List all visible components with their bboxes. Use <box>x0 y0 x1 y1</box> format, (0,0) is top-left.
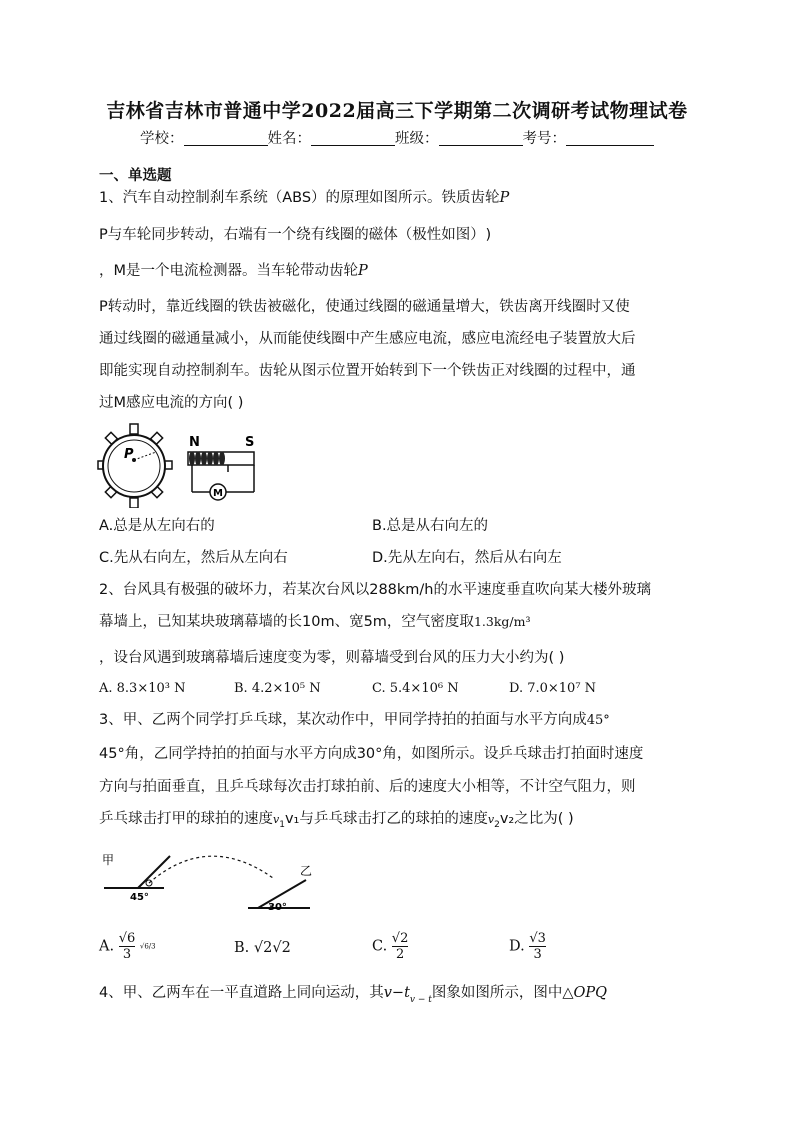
south-pole-label: S <box>245 435 255 450</box>
q4-line-1: 4、甲、乙两车在一平直道路上同向运动，其$v-t_{v - t}$图象如图所示，图中△OPQ <box>99 985 608 1005</box>
abs-diagram <box>96 422 266 508</box>
q2-line-2: 幕墙上，已知某块玻璃幕墙的长10m、宽5m，空气密度取1.3kg/m³ <box>99 614 531 630</box>
q1-line-7: 过M感应电流的方向( ) <box>99 395 244 411</box>
q1-line-4: P转动时，靠近线圈的铁齿被磁化，使通过线圈的磁通量增大，铁齿离开线圈时又使 <box>99 299 630 315</box>
north-pole-label: N <box>189 435 200 450</box>
meter-label: M <box>213 488 223 499</box>
q2-option-d[interactable]: D. 7.0×10⁷ N <box>509 681 597 696</box>
gear-p <box>98 424 172 508</box>
q1-line-6: 即能实现自动控制刹车。齿轮从图示位置开始转到下一个铁齿正对线圈的过程中，通 <box>99 363 636 379</box>
name-blank[interactable] <box>311 145 395 146</box>
gear-label: P <box>124 447 134 462</box>
id-label: 考号： <box>522 131 566 147</box>
q2-line-1: 2、台风具有极强的破坏力，若某次台风以288km/h的水平速度垂直吹向某大楼外玻璃 <box>99 582 651 598</box>
q3-option-b[interactable]: B. √2√2 <box>234 940 291 956</box>
angle-45-label: 45° <box>130 892 149 903</box>
student-info-row <box>0 127 794 148</box>
q1-option-b[interactable]: B.总是从右向左的 <box>372 518 489 534</box>
q3-line-2: 45°角，乙同学持拍的拍面与水平方向成30°角，如图所示。设乒乓球击打拍面时速度 <box>99 746 644 762</box>
q1-line-3: ，M是一个电流检测器。当车轮带动齿轮P <box>99 263 368 279</box>
name-label: 姓名： <box>267 131 311 147</box>
current-meter <box>210 484 226 500</box>
q1-option-a[interactable]: A.总是从左向右的 <box>99 518 215 534</box>
q3-line-3: 方向与拍面垂直，且乒乓球每次击打球拍前、后的速度大小相等，不计空气阻力，则 <box>99 779 636 795</box>
q1-option-d[interactable]: D.先从左向右，然后从右向左 <box>372 550 562 566</box>
player-yi-label: 乙 <box>300 864 313 878</box>
q3-option-c[interactable]: C. $\frac{√2}{2}$ <box>372 931 409 962</box>
school-label: 学校： <box>140 131 184 147</box>
q1-option-c[interactable]: C.先从右向左，然后从左向右 <box>99 550 288 566</box>
q1-line-5: 通过线圈的磁通量减小，从而能使线圈中产生感应电流，感应电流经电子装置放大后 <box>99 331 636 347</box>
q3-line-4: 乒乓球击打甲的球拍的速度$v_1v_1$与乒乓球击打乙的球拍的速度$v_2v_2$之比为( ) <box>99 811 574 830</box>
q3-option-d[interactable]: D. $\frac{√3}{3}$ <box>509 931 546 962</box>
q2-option-a[interactable]: A. 8.3×10³ N <box>99 681 186 696</box>
q1-line-1: 1、汽车自动控制刹车系统（ABS）的原理如图所示。铁质齿轮P <box>99 190 510 206</box>
q2-line-3: ，设台风遇到玻璃幕墙后速度变为零，则幕墙受到台风的压力大小约为( ) <box>99 650 565 666</box>
section-heading: 一、单选题 <box>99 168 172 184</box>
q2-option-c[interactable]: C. 5.4×10⁶ N <box>372 681 459 696</box>
class-blank[interactable] <box>439 145 523 146</box>
angle-30-label: 30° <box>268 902 287 913</box>
q2-option-b[interactable]: B. 4.2×10⁵ N <box>234 681 321 696</box>
exam-title: 吉林省吉林市普通中学2022届高三下学期第二次调研考试物理试卷 <box>106 100 688 122</box>
ping-pong-diagram <box>98 850 328 914</box>
school-blank[interactable] <box>184 145 268 146</box>
q1-line-2: P与车轮同步转动，右端有一个绕有线圈的磁体（极性如图） ) <box>99 227 492 243</box>
id-blank[interactable] <box>566 145 654 146</box>
q3-option-a[interactable]: A. $\frac{√6}{3}$ √6/3 <box>99 931 156 962</box>
class-label: 班级： <box>395 131 439 147</box>
q3-line-1: 3、甲、乙两个同学打乒乓球，某次动作中，甲同学持拍的拍面与水平方向成45° <box>99 712 610 728</box>
player-jia-label: 甲 <box>102 853 115 867</box>
